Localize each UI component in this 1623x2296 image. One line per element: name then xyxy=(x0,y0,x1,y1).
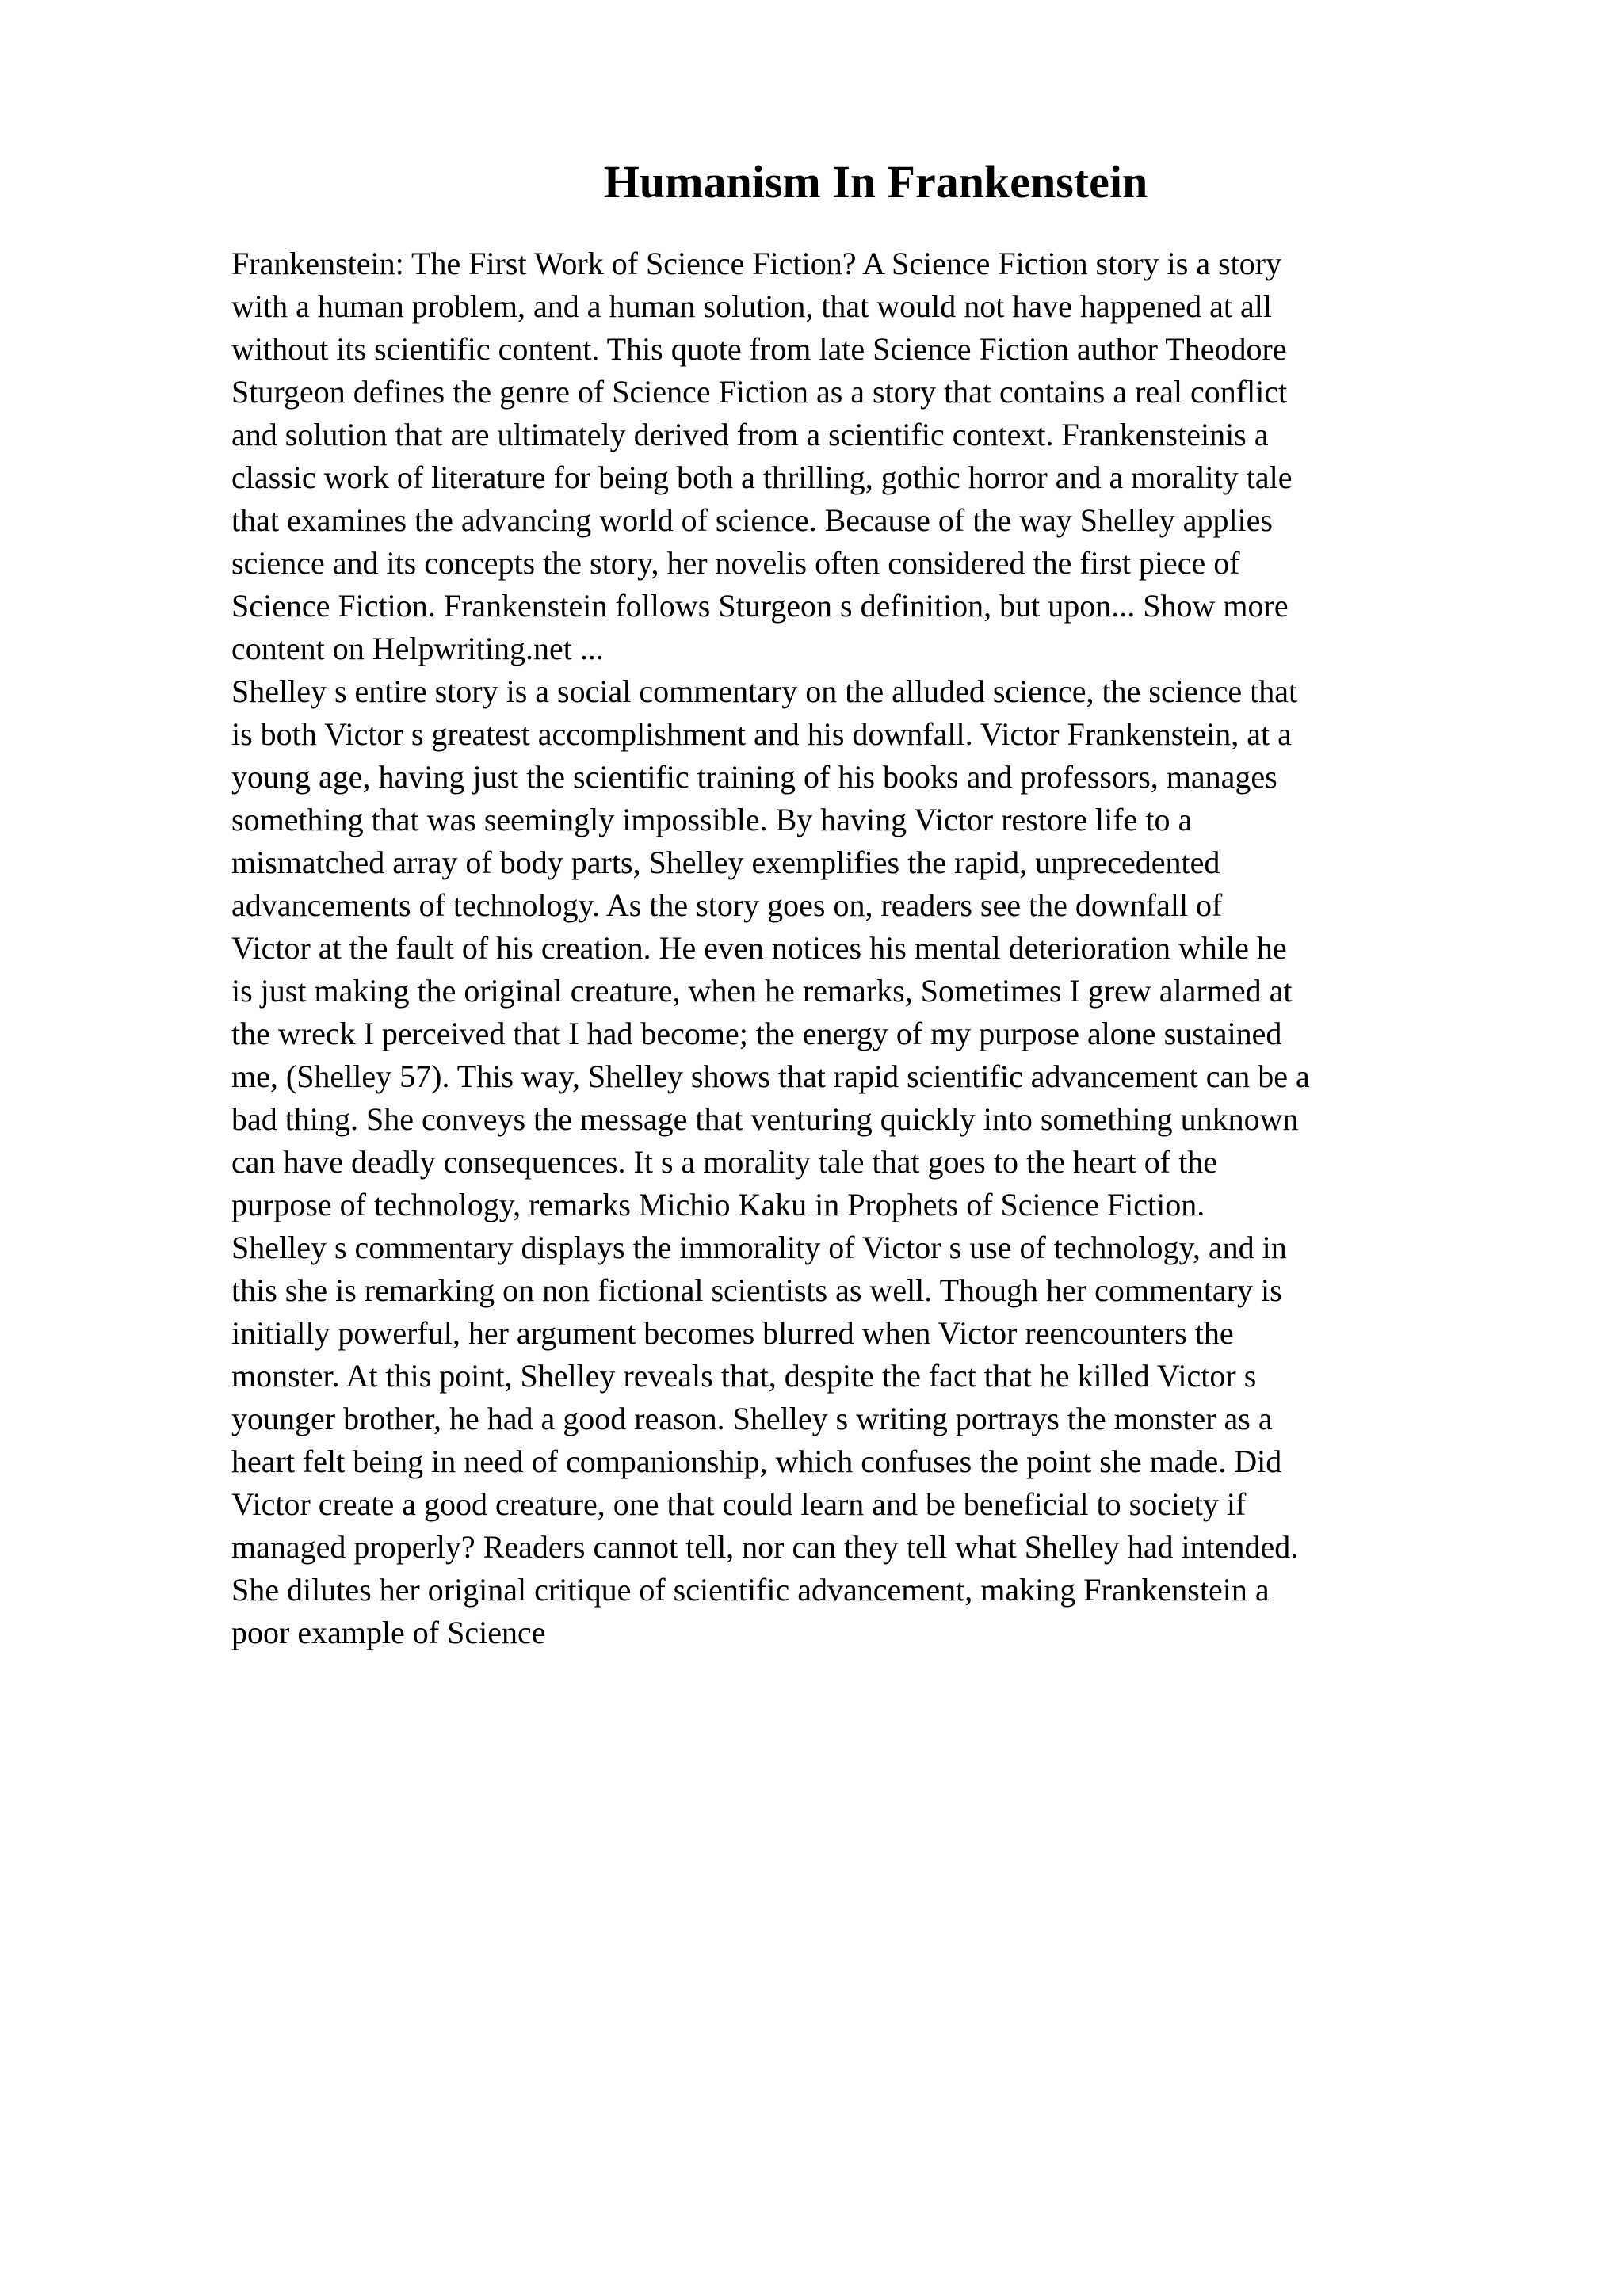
text-line: young age, having just the scientific training of his books and professors, manages xyxy=(231,759,1277,795)
document-title: Humanism In Frankenstein xyxy=(603,156,1148,208)
text-line: is just making the original creature, when he remarks, Sometimes I grew alarmed at xyxy=(231,973,1293,1009)
text-line: Shelley s entire story is a social commentary on the alluded science, the science that xyxy=(231,673,1298,709)
text-line: advancements of technology. As the story goes on, readers see the downfall of xyxy=(231,887,1223,923)
text-line: Science Fiction. Frankenstein follows Sturgeon s definition, but upon... Show more xyxy=(231,588,1289,624)
text-line: poor example of Science xyxy=(231,1615,546,1650)
text-line: Victor at the fault of his creation. He even notices his mental deterioration while he xyxy=(231,930,1287,966)
text-line: Sturgeon defines the genre of Science Fiction as a story that contains a real conflict xyxy=(231,374,1288,410)
text-line: content on Helpwriting.net ... xyxy=(231,631,604,666)
text-line: initially powerful, her argument becomes blurred when Victor reencounters the xyxy=(231,1315,1234,1351)
text-line: this she is remarking on non fictional scientists as well. Though her commentary is xyxy=(231,1272,1282,1308)
text-line: classic work of literature for being both a thrilling, gothic horror and a morality tale xyxy=(231,460,1293,495)
text-line: without its scientific content. This quote from late Science Fiction author Theodore xyxy=(231,331,1287,367)
text-line: science and its concepts the story, her novelis often considered the first piece of xyxy=(231,545,1240,581)
text-line: and solution that are ultimately derived from a scientific context. Frankensteinis a xyxy=(231,417,1269,452)
text-line: Victor create a good creature, one that could learn and be beneficial to society if xyxy=(231,1486,1247,1522)
text-line: monster. At this point, Shelley reveals that, despite the fact that he killed Victor s xyxy=(231,1358,1257,1394)
text-line: something that was seemingly impossible. By having Victor restore life to a xyxy=(231,802,1193,837)
text-line: is both Victor s greatest accomplishment and his downfall. Victor Frankenstein, at a xyxy=(231,716,1292,752)
text-line: younger brother, he had a good reason. Shelley s writing portrays the monster as a xyxy=(231,1401,1273,1436)
text-line: the wreck I perceived that I had become; the energy of my purpose alone sustained xyxy=(231,1016,1282,1051)
paragraph-main xyxy=(231,670,1515,1654)
text-line: heart felt being in need of companionship, which confuses the point she made. Did xyxy=(231,1444,1282,1479)
text-line: that examines the advancing world of science. Because of the way Shelley applies xyxy=(231,502,1273,538)
text-line: managed properly? Readers cannot tell, nor can they tell what Shelley had intended. xyxy=(231,1529,1299,1565)
text-line: mismatched array of body parts, Shelley exemplifies the rapid, unprecedented xyxy=(231,845,1220,880)
paragraph-intro xyxy=(231,242,1515,670)
text-line: Frankenstein: The First Work of Science Fiction? A Science Fiction story is a story xyxy=(231,246,1282,281)
text-line: me, (Shelley 57). This way, Shelley shows that rapid scientific advancement can be a xyxy=(231,1058,1310,1094)
text-line: can have deadly consequences. It s a morality tale that goes to the heart of the xyxy=(231,1144,1217,1180)
text-line: She dilutes her original critique of scientific advancement, making Frankenstein a xyxy=(231,1572,1270,1608)
text-line: Shelley s commentary displays the immorality of Victor s use of technology, and in xyxy=(231,1230,1287,1265)
text-line: bad thing. She conveys the message that venturing quickly into something unknown xyxy=(231,1101,1299,1137)
document-body xyxy=(231,242,1515,1654)
text-line: purpose of technology, remarks Michio Kaku in Prophets of Science Fiction. xyxy=(231,1187,1205,1222)
text-line: with a human problem, and a human solution, that would not have happened at all xyxy=(231,288,1273,324)
